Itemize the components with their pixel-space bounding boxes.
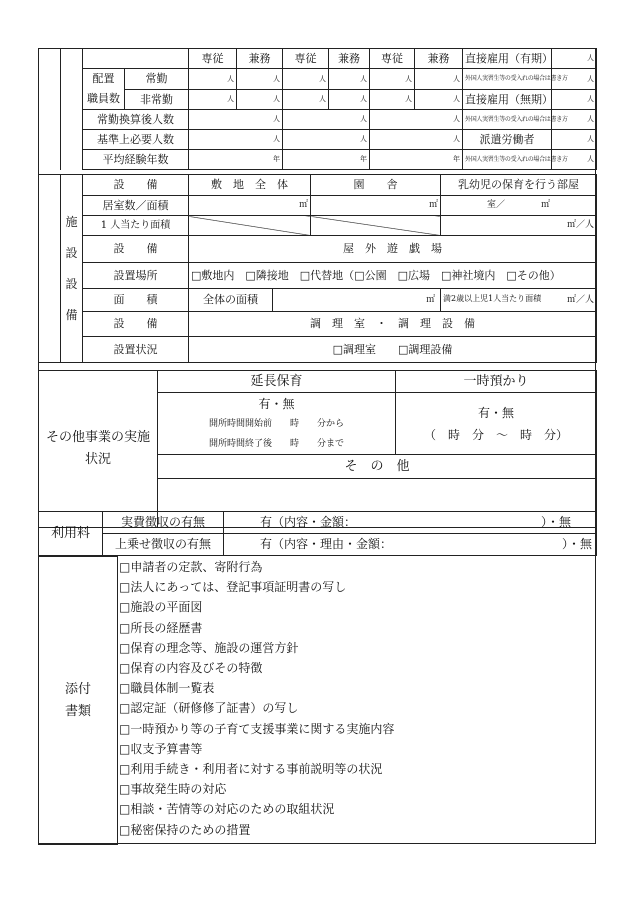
attachments-label: 添付書類 — [38, 556, 118, 845]
outdoor-playground-header: 屋 外 遊 戯 場 — [189, 236, 597, 263]
facility-side-label: 施 設 設 備 — [61, 175, 83, 363]
install-options: □調理室 □調理設備 — [189, 337, 597, 363]
attachments-list — [119, 557, 394, 840]
attachment-item[interactable]: □職員体制一覧表 — [119, 681, 215, 696]
fee-label: 利用料 — [39, 512, 103, 556]
other-projects-label: その他事業の実施状況 — [39, 371, 158, 528]
attachment-item[interactable]: □認定証（研修修了証書）の写し — [119, 701, 299, 716]
fee-table: 利用料 実費徴収の有無 有（内容・金額： ）・無 上乗せ徴収の有無 有（内容・理由・金額： ）・無 — [38, 511, 597, 556]
attachment-item[interactable]: □申請者の定款、寄附行為 — [119, 560, 263, 574]
other-projects-table: その他事業の実施状況 延長保育 一時預かり 有・無 開所時間開始前 時 分から 開所時間終了後 時 分まで 有・無 （ 時 分 〜 時 分） そ の 他 — [38, 370, 597, 528]
staff-table: 専従 兼務 専従 兼務 専従 兼務 直接雇用（有期） 人 配置 職員数 常勤 人 人 人 人 人 人 外国人実習生等の受入れの場合は書き方 人 非常勤 人 人 人 人 人 人 直接雇用（無期） 人 常勤換算後人数 人 人 人 外国人実習生等の受入れの場合は書き方 人 基準上必要人数 人 人 人 派遣労働者 人 平均経験年数 年 年 年 外国人実習生等の受入れの場合は書き方 人 — [38, 48, 597, 170]
attachment-item[interactable]: □収支予算書等 — [119, 741, 203, 756]
attachment-item[interactable]: □利用手続き・利用者に対する事前説明等の状況 — [119, 762, 383, 777]
kitchen-header: 調 理 室 ・ 調 理 設 備 — [189, 312, 597, 337]
attachment-item[interactable]: □保育の理念等、施設の運営方針 — [119, 640, 299, 655]
attachment-item[interactable]: □事故発生時の対応 — [119, 782, 227, 797]
attachment-item[interactable]: □所長の経歴書 — [119, 620, 203, 635]
attachment-item[interactable]: □法人にあっては、登記事項証明書の写し — [119, 580, 347, 595]
direct-fixed-label: 直接雇用（有期） — [463, 49, 552, 69]
location-options: □敷地内 □隣接地 □代替地（□公園 □広場 □神社境内 □その他） — [189, 263, 597, 289]
attachment-item[interactable]: □秘密保持のための措置 — [119, 822, 251, 837]
application-form-page — [38, 48, 596, 844]
facility-table: 施 設 設 備 設 備 敷 地 全 体 園 舎 乳幼児の保育を行う部屋 居室数／面積 ㎡ ㎡ 室／ ㎡ 1 人当たり面積 ㎡／人 設 備 屋 外 遊 戯 場 設置場所 □敷地内 □隣接地 □代替地（□公園 □広場 □神社境内 □その他） 面 積 全体の面積 ㎡ 満2歳以上児1人当たり面積 ㎡／人 設 備 調 理 室 ・ 調 理 設 備 設置状況 □調理室 □調理設備 — [38, 174, 597, 363]
attachment-item[interactable]: □保育の内容及びその特徴 — [119, 661, 263, 676]
assign-label: 配置 職員数 — [83, 69, 125, 110]
attachment-item[interactable]: □施設の平面図 — [119, 600, 203, 615]
attachment-item[interactable]: □相談・苦情等の対応のための取組状況 — [119, 802, 335, 817]
attachment-item[interactable]: □一時預かり等の子育て支援事業に関する実施内容 — [119, 721, 395, 736]
